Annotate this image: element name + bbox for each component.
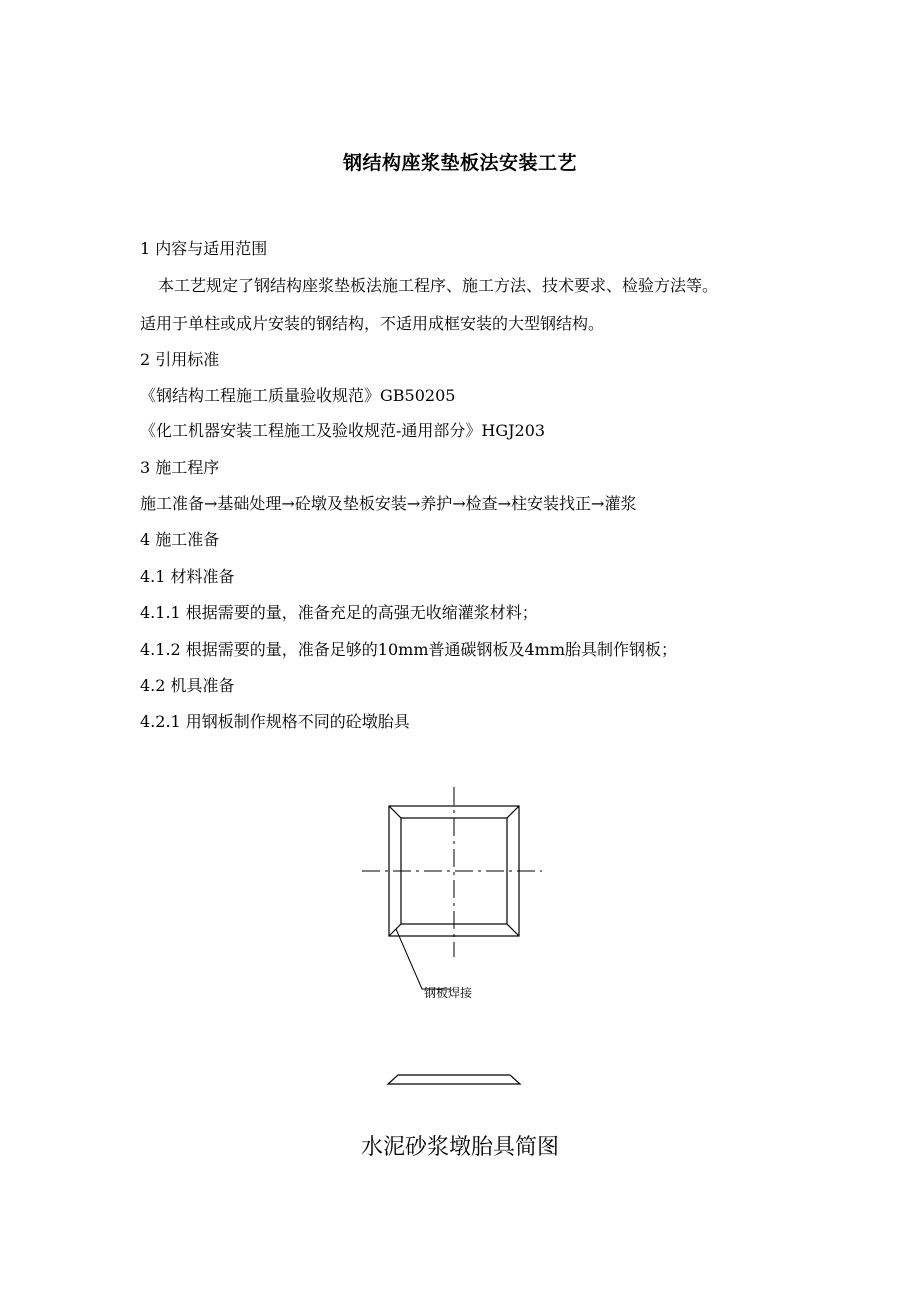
paragraph-line: 本工艺规定了钢结构座浆垫板法施工程序、施工方法、技术要求、检验方法等。: [158, 276, 719, 295]
subsection-heading: 4.1 材料准备: [140, 567, 235, 586]
leader-line: [396, 929, 450, 989]
figure-caption: 水泥砂浆墩胎具简图: [360, 1135, 559, 1160]
list-item: 4.1.2 根据需要的量，准备足够的10mm普通碳钢板及4mm胎具制作钢板；: [140, 640, 678, 659]
reference-standard: 《化工机器安装工程施工及验收规范-通用部分》HGJ203: [140, 421, 546, 440]
section-heading-1: 1 内容与适用范围: [140, 239, 268, 258]
reference-standard: 《钢结构工程施工质量验收规范》GB50205: [140, 386, 456, 405]
list-item: 4.1.1 根据需要的量，准备充足的高强无收缩灌浆材料；: [140, 603, 538, 622]
procedure-sequence: 施工准备→基础处理→砼墩及垫板安装→养护→检查→柱安装找正→灌浆: [140, 494, 637, 513]
paragraph-line: 适用于单柱或成片安装的钢结构，不适用成框安装的大型钢结构。: [140, 314, 605, 333]
list-item: 4.2.1 用钢板制作规格不同的砼墩胎具: [140, 712, 410, 731]
subsection-heading: 4.2 机具准备: [140, 676, 235, 695]
mold-side-view: [388, 1075, 520, 1084]
document-title: 钢结构座浆垫板法安装工艺: [342, 152, 577, 174]
section-heading-3: 3 施工程序: [140, 458, 220, 477]
weld-label: 钢板焊接: [424, 986, 473, 1000]
section-heading-4: 4 施工准备: [140, 530, 220, 549]
mold-diagram: [340, 775, 580, 1105]
section-heading-2: 2 引用标准: [140, 350, 220, 369]
